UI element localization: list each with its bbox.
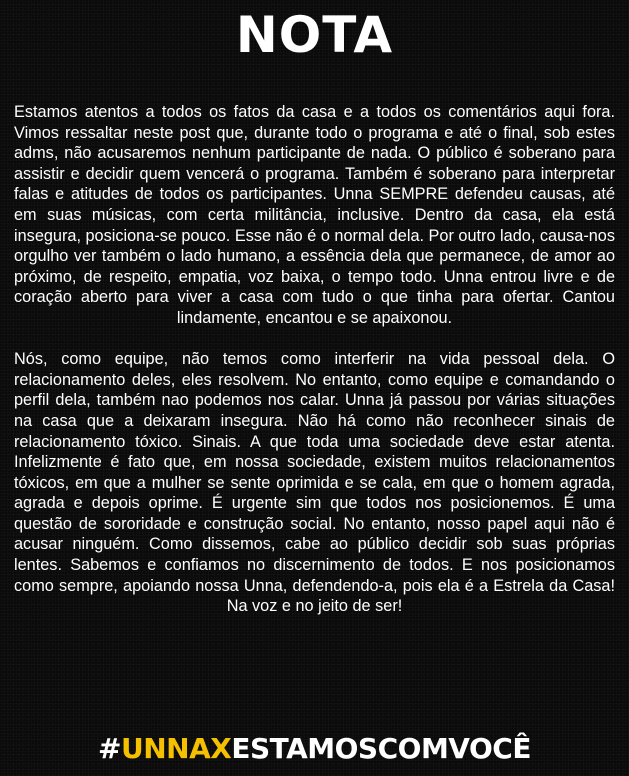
hashtag-suffix: ESTAMOSCOMVOCÊ <box>231 732 531 765</box>
paragraph-1: Estamos atentos a todos os fatos da casa e a todos os comentários aqui fora. Vimos ressaltar neste post que, durante todo o programa e até o final, sob estes adms, não acusaremos nenhum participante de nada. O público é soberano para assistir e decidir quem vencerá o programa. Também é soberano para interpretar falas e atitudes de todos os participantes. Unna SEMPRE defendeu causas, até em suas músicas, com certa militância, inclusive. Dentro da casa, ela está insegura, posiciona-se pouco. Esse não é o normal dela. Por outro lado, causa-nos orgulho ver também o lado humano, a essência dela que permanece, de amor ao próximo, de respeito, empatia, voz baixa, o tempo todo. Unna entrou livre e de coração aberto para viver a casa com tudo o que tinha para ofertar. Cantou lindamente, encantou e se apaixonou. <box>14 103 615 327</box>
page-title: NOTA <box>235 6 394 64</box>
paragraph-2: Nós, como equipe, não temos como interferir na vida pessoal dela. O relacionamento deles, eles resolvem. No entanto, como equipe e comandando o perfil dela, também nao podemos nos calar. Unna já passou por várias situações na casa que a deixaram insegura. Não há como não reconhecer sinais de relacionamento tóxico. Sinais. A que toda uma sociedade deve estar atenta. Infelizmente é fato que, em nossa sociedade, existem muitos relacionamentos tóxicos, em que a mulher se sente oprimida e se cala, em que o homem agrada, agrada e depois oprime. É urgente sim que todos nos posicionemos. É uma questão de sororidade e construção social. No entanto, nosso papel aqui não é acusar ninguém. Como dissemos, cabe ao público decidir sob suas próprias lentes. Sabemos e confiamos no discernimento de todos. E nos posicionamos como sempre, apoiando nossa Unna, defendendo-a, pois ela é a Estrela da Casa! Na voz e no jeito de ser! <box>14 350 615 616</box>
hashtag-banner <box>0 732 629 765</box>
hashtag-highlight: UNNAX <box>121 732 232 765</box>
hashtag-prefix: # <box>98 732 121 765</box>
statement-body <box>14 102 615 637</box>
